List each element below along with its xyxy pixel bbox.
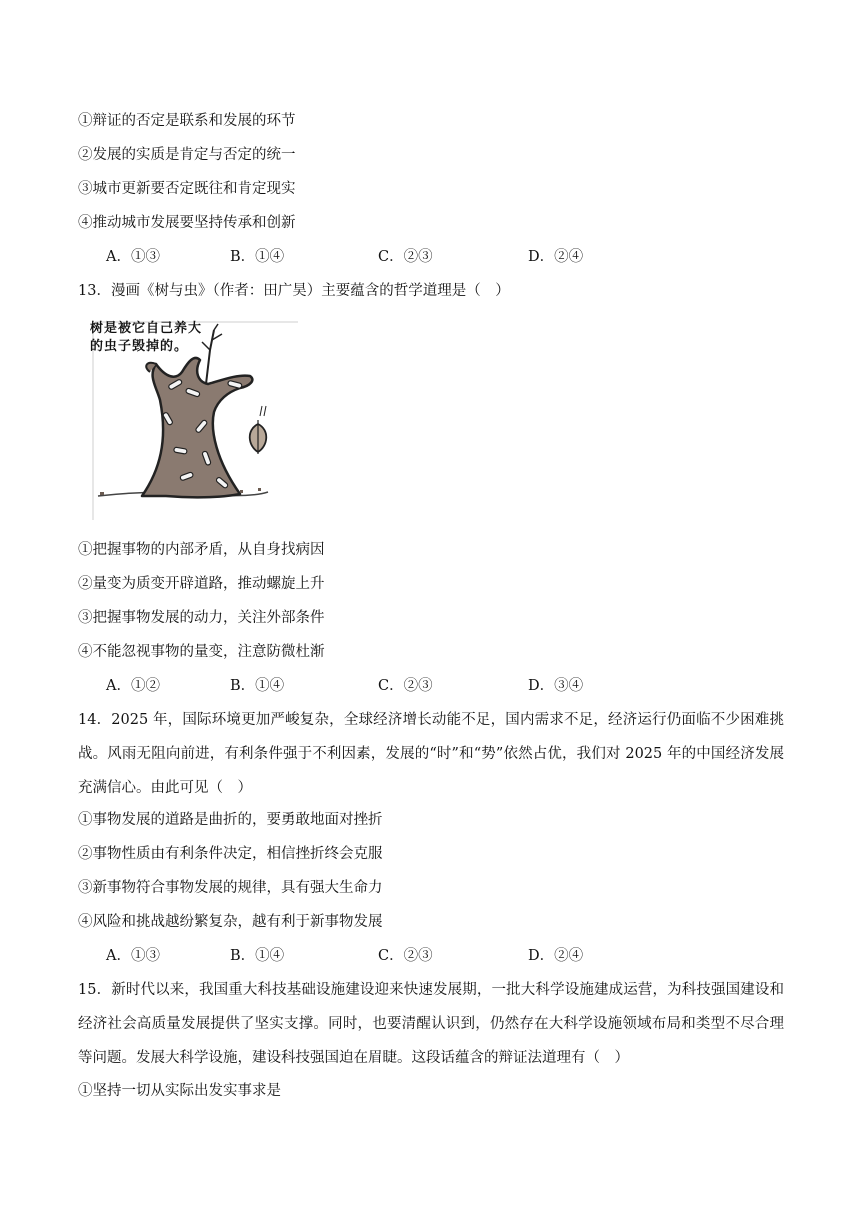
q12-item-3: ③城市更新要否定既往和肯定现实 xyxy=(78,181,296,197)
q13-option-a[interactable]: A．①② xyxy=(106,678,160,694)
cartoon-caption-line-1: 树是被它自己养大 xyxy=(90,321,203,336)
q14-item-1: ①事物发展的道路是曲折的，要勇敢地面对挫折 xyxy=(78,812,383,828)
q12-option-b[interactable]: B．①④ xyxy=(230,249,285,265)
q13-option-c[interactable]: C．②③ xyxy=(378,678,433,694)
q12-option-d[interactable]: D．②④ xyxy=(528,249,584,265)
q14-option-c[interactable]: C．②③ xyxy=(378,948,433,964)
q13-stem: 13．漫画《树与虫》（作者：田广昊）主要蕴含的哲学道理是（ ） xyxy=(78,283,510,299)
q13-option-b[interactable]: B．①④ xyxy=(230,678,285,694)
cartoon-caption-line-2: 的虫子毁掉的。 xyxy=(90,339,189,354)
q12-item-4: ④推动城市发展要坚持传承和创新 xyxy=(78,215,296,231)
tree-and-worm-cartoon xyxy=(90,320,300,525)
q13-item-2: ②量变为质变开辟道路，推动螺旋上升 xyxy=(78,576,325,592)
q14-option-d[interactable]: D．②④ xyxy=(528,948,584,964)
q13-item-3: ③把握事物发展的动力，关注外部条件 xyxy=(78,610,325,626)
q14-option-a[interactable]: A．①③ xyxy=(106,948,160,964)
q14-option-b[interactable]: B．①④ xyxy=(230,948,285,964)
q12-option-a[interactable]: A．①③ xyxy=(106,249,160,265)
q13-item-1: ①把握事物的内部矛盾，从自身找病因 xyxy=(78,542,325,558)
q12-item-2: ②发展的实质是肯定与否定的统一 xyxy=(78,147,296,163)
q13-item-4: ④不能忽视事物的量变，注意防微杜渐 xyxy=(78,644,325,660)
q15-stem: 15．新时代以来，我国重大科技基础设施建设迎来快速发展期，一批大科学设施建成运营，为科技强国建设和经济社会高质量发展提供了坚实支撑。同时，也要清醒认识到，仍然存在大科学设施领域布局和类型不尽合理等问题。发展大科学设施，建设科技强国迫在眉睫。这段话蕴含的辩证法道理有（ ） xyxy=(78,982,784,1066)
q14-item-4: ④风险和挑战越纷繁复杂，越有利于新事物发展 xyxy=(78,914,383,930)
q15-item-1: ①坚持一切从实际出发实事求是 xyxy=(78,1083,281,1099)
q12-option-c[interactable]: C．②③ xyxy=(378,249,433,265)
q12-item-1: ①辩证的否定是联系和发展的环节 xyxy=(78,113,296,129)
cartoon-caption xyxy=(90,320,202,356)
q13-option-d[interactable]: D．③④ xyxy=(528,678,584,694)
q14-item-2: ②事物性质由有利条件决定，相信挫折终会克服 xyxy=(78,846,383,862)
q14-item-3: ③新事物符合事物发展的规律，具有强大生命力 xyxy=(78,880,383,896)
q14-stem: 14．2025 年，国际环境更加严峻复杂，全球经济增长动能不足，国内需求不足，经济运行仍面临不少困难挑战。风雨无阻向前进，有利条件强于不利因素，发展的“时”和“势”依然占优，我们对 2025 年的中国经济发展充满信心。由此可见（ ） xyxy=(78,712,784,796)
